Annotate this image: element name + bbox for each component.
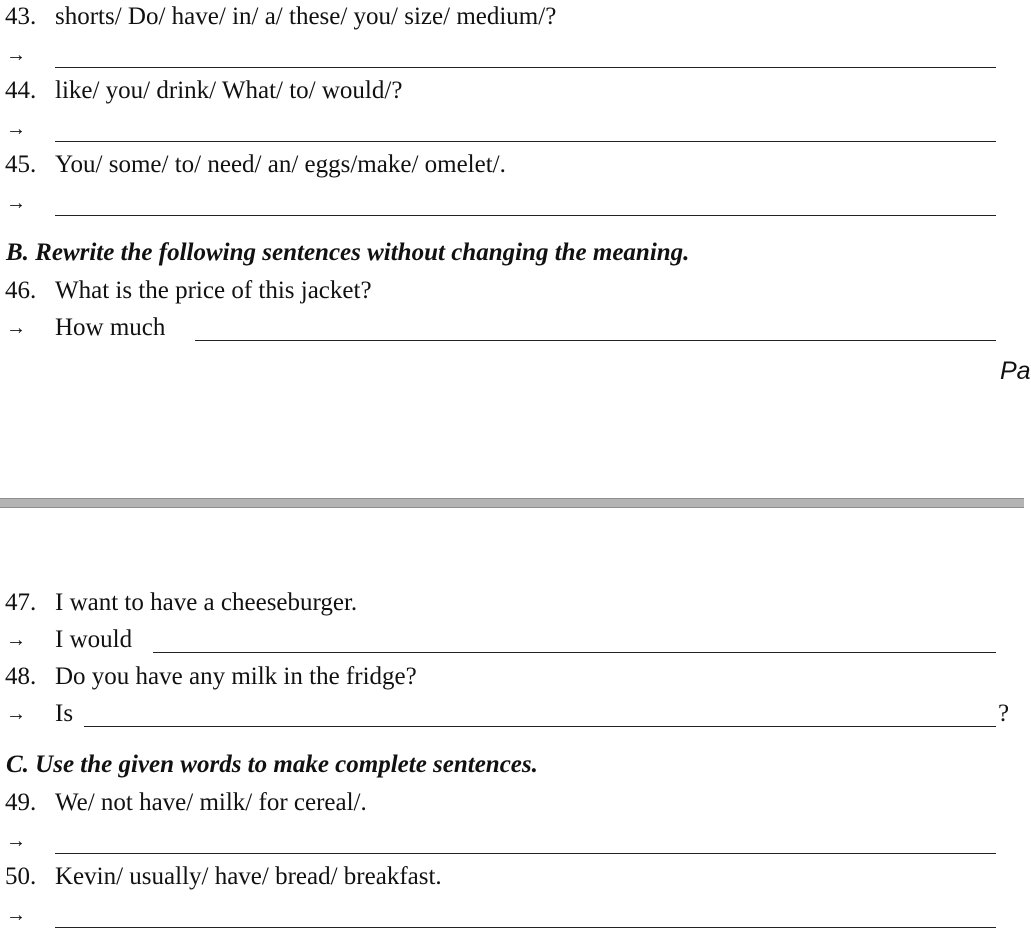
answer-line[interactable] — [55, 67, 996, 68]
arrow-icon: → — [6, 44, 26, 66]
question-number: 46. — [5, 277, 37, 304]
question-number: 45. — [5, 151, 37, 178]
question-text: Do you have any milk in the fridge? — [55, 663, 417, 690]
arrow-icon: → — [6, 904, 26, 926]
question-number: 48. — [5, 663, 37, 690]
answer-line[interactable] — [153, 652, 996, 653]
question-text: like/ you/ drink/ What/ to/ would/? — [55, 77, 403, 104]
question-number: 47. — [5, 589, 37, 616]
arrow-icon: → — [6, 830, 26, 852]
document-page-bottom — [0, 508, 1024, 932]
section-b-heading: B. Rewrite the following sentences without changing the meaning. — [6, 239, 690, 266]
answer-line[interactable] — [55, 141, 996, 142]
arrow-icon: → — [6, 118, 26, 140]
answer-line[interactable] — [55, 927, 996, 928]
answer-lead: Is — [55, 700, 74, 727]
answer-tail: ? — [998, 700, 1010, 727]
arrow-icon: → — [6, 317, 26, 339]
answer-line[interactable] — [55, 853, 996, 854]
question-text: What is the price of this jacket? — [55, 277, 372, 304]
question-text: Kevin/ usually/ have/ bread/ breakfast. — [55, 863, 442, 890]
answer-lead: I would — [55, 626, 133, 653]
question-number: 43. — [5, 3, 37, 30]
page-number-label: Pa — [1000, 357, 1031, 385]
answer-line[interactable] — [84, 726, 996, 727]
section-c-heading: C. Use the given words to make complete sentences. — [6, 751, 538, 778]
question-text: shorts/ Do/ have/ in/ a/ these/ you/ size/ medium/? — [55, 3, 557, 30]
arrow-icon: → — [6, 629, 26, 651]
answer-lead: How much — [55, 314, 166, 341]
question-number: 50. — [5, 863, 37, 890]
page-break-divider — [0, 498, 1024, 508]
arrow-icon: → — [6, 703, 26, 725]
question-number: 44. — [5, 77, 37, 104]
question-text: I want to have a cheeseburger. — [55, 589, 358, 616]
question-text: You/ some/ to/ need/ an/ eggs/make/ omelet/. — [55, 151, 506, 178]
answer-line[interactable] — [195, 340, 996, 341]
question-number: 49. — [5, 789, 37, 816]
answer-line[interactable] — [55, 215, 996, 216]
question-text: We/ not have/ milk/ for cereal/. — [55, 789, 367, 816]
arrow-icon: → — [6, 192, 26, 214]
